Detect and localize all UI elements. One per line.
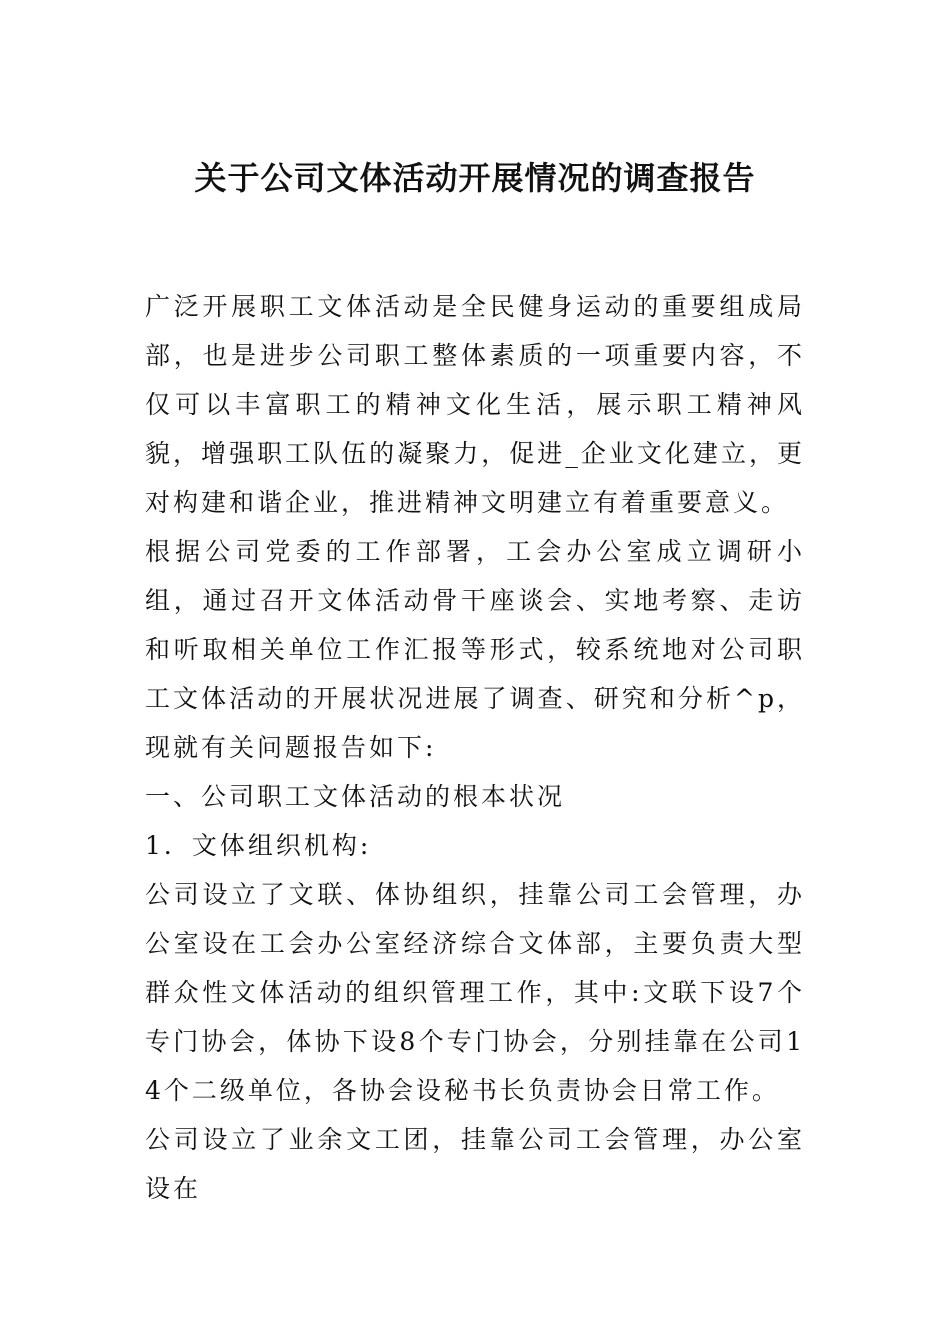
paragraph-survey-method: 根据公司党委的工作部署，工会办公室成立调研小组，通过召开文体活动骨干座谈会、实地考察、走访和听取相关单位工作汇报等形式，较系统地对公司职工文体活动的开展状况进展了调查、研究和分析^p，现就有关问题报告如下: <box>145 537 805 762</box>
subheading-organization: 1．文体组织机构: <box>145 831 372 860</box>
paragraph-intro: 广泛开展职工文体活动是全民健身运动的重要组成局部，也是进步公司职工整体素质的一项重要内容，不仅可以丰富职工的精神文化生活，展示职工精神风貌，增强职工队伍的凝聚力，促进_企业文化建立，更对构建和谐企业，推进精神文明建立有着重要意义。 <box>145 292 805 517</box>
document-title: 关于公司文体活动开展情况的调查报告 <box>194 159 756 197</box>
section-heading-basic-status: 一、公司职工文体活动的根本状况 <box>145 782 566 811</box>
document-body <box>145 282 805 1213</box>
paragraph-federation: 公司设立了文联、体协组织，挂靠公司工会管理，办公室设在工会办公室经济综合文体部，主要负责大型群众性文体活动的组织管理工作，其中:文联下设7个专门协会，体协下设8个专门协会，分别挂靠在公司14个二级单位，各协会设秘书长负责协会日常工作。 <box>145 880 805 1105</box>
paragraph-art-troupe: 公司设立了业余文工团，挂靠公司工会管理，办公室设在 <box>145 1125 805 1203</box>
